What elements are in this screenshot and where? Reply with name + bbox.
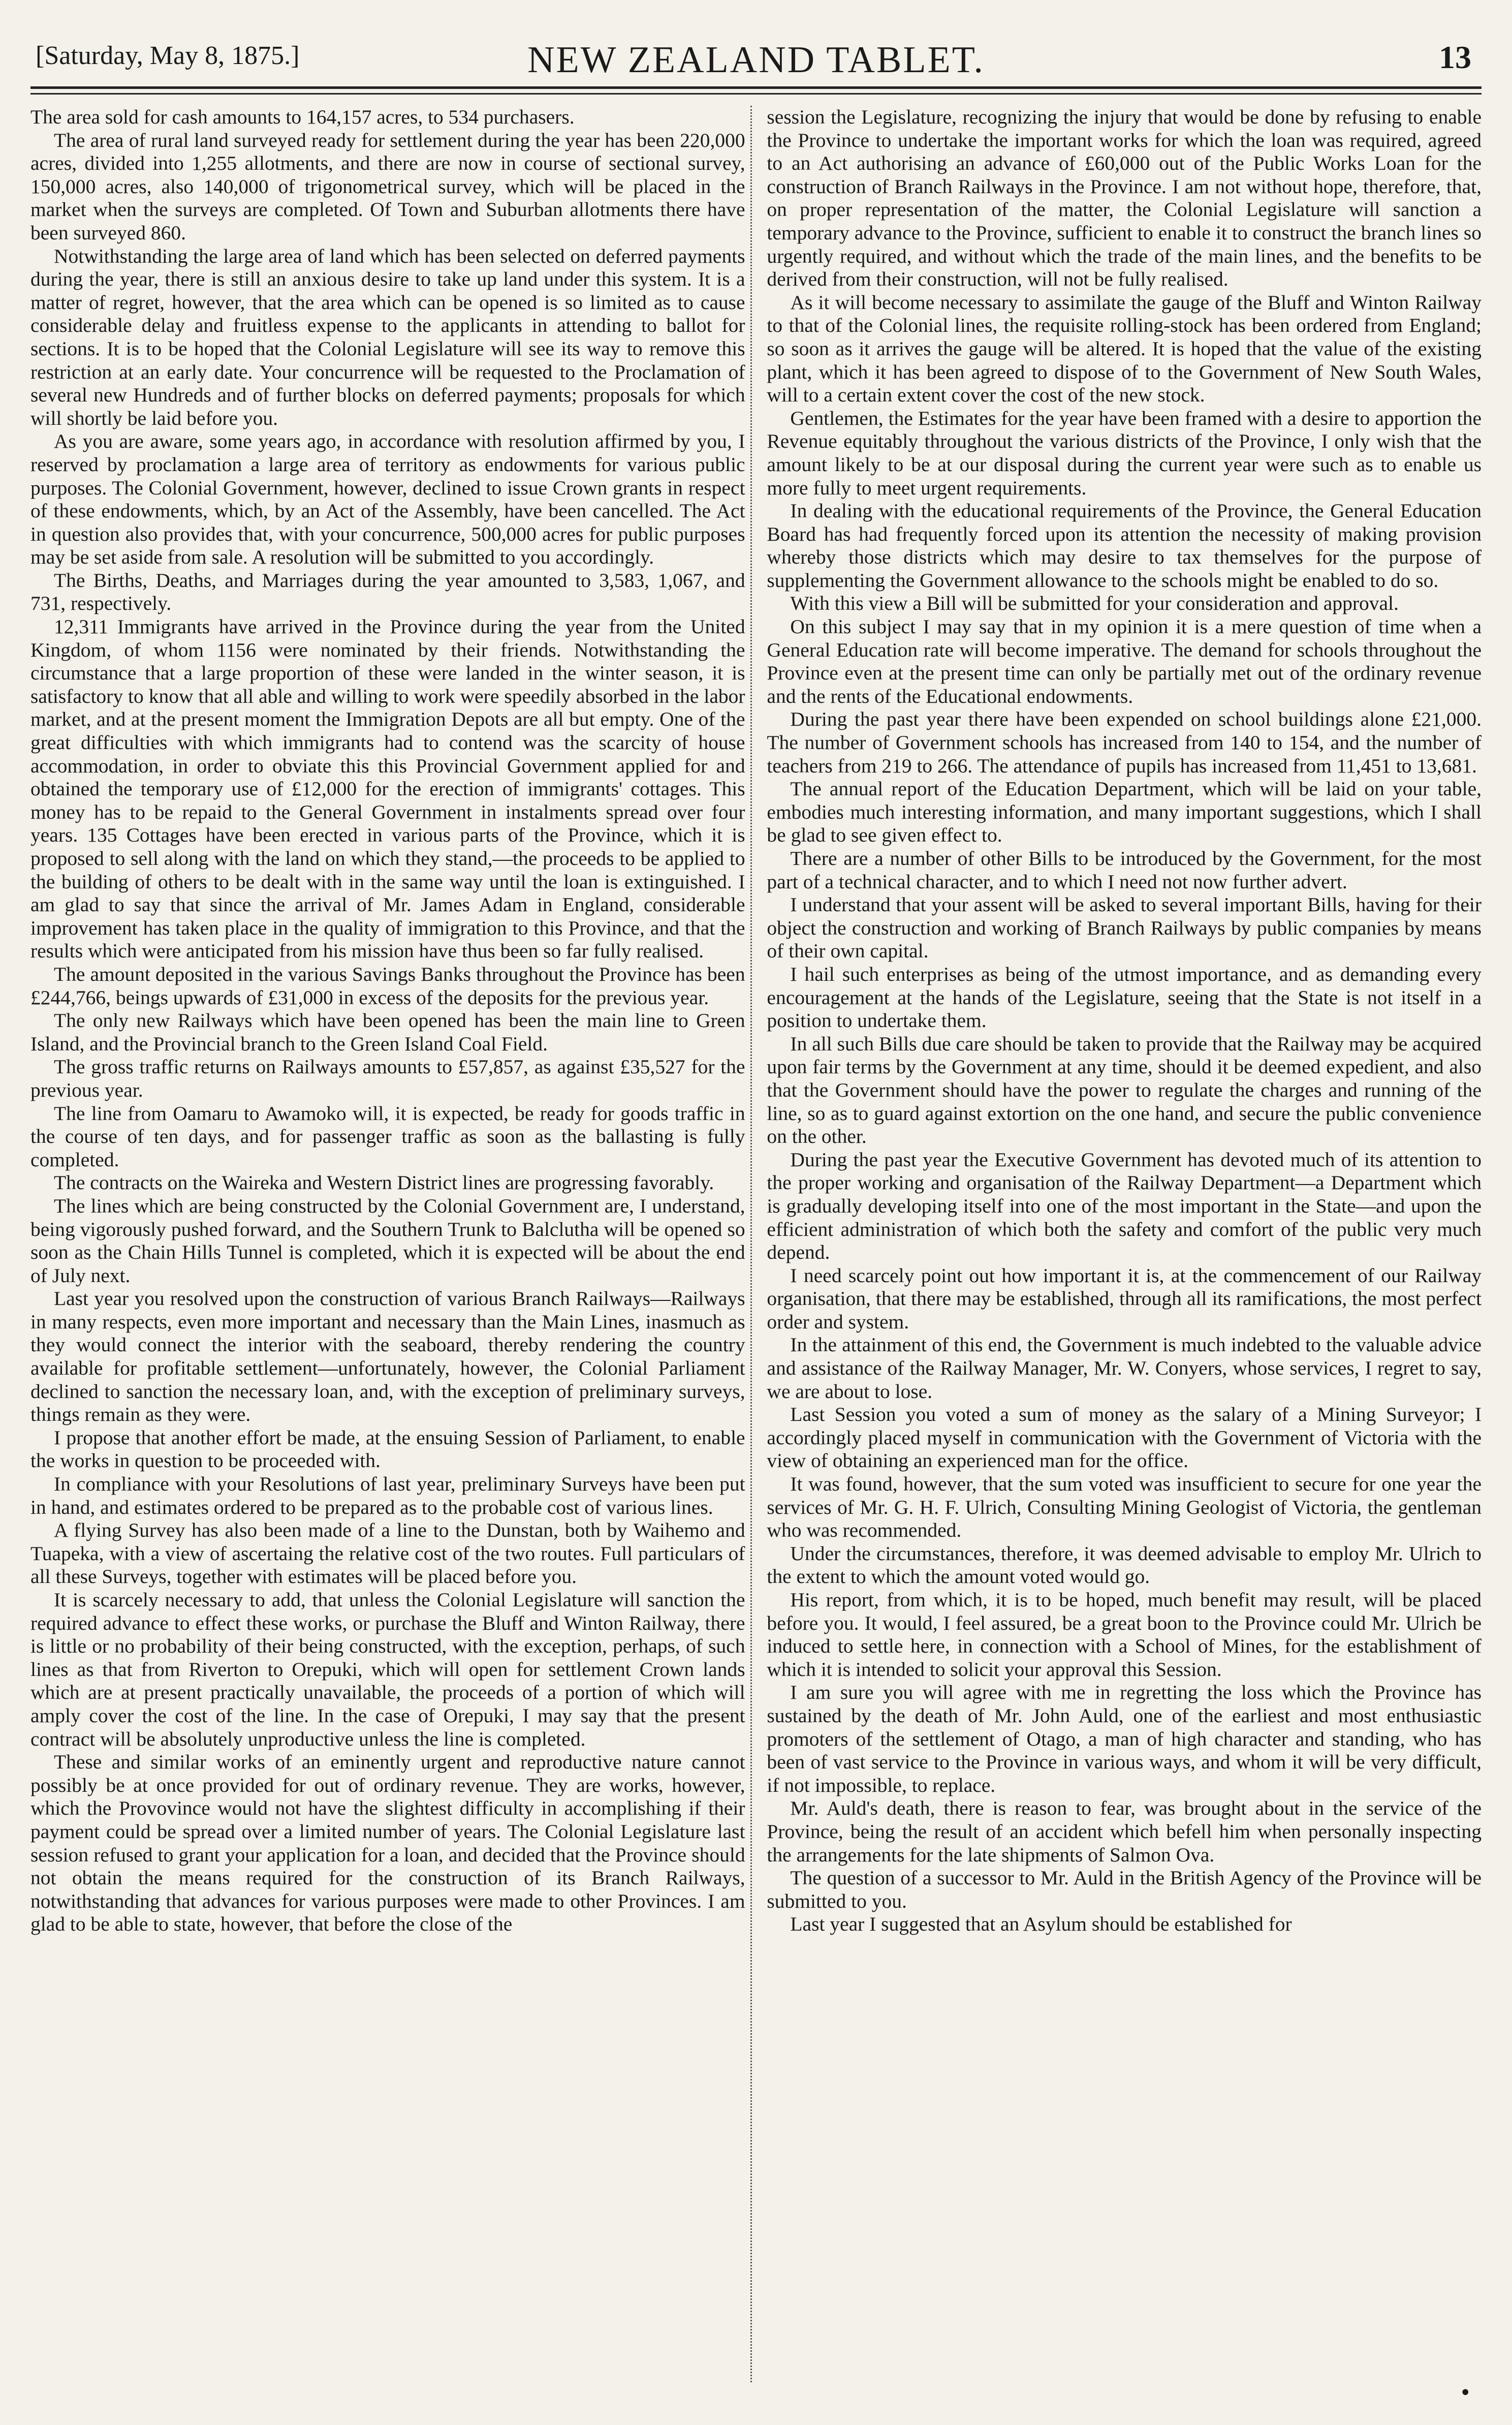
paragraph: These and similar works of an eminently urgent and reproductive nature cannot possibly be at once provided for out of ordinary revenue. They are works, however, which the Provovince would not have the slightest difficulty in accomplishing if their payment could be spread over a limited number of years. The Colonial Legislature last session refused to grant your application for a loan, and decided that the Province should not obtain the means required for the construction of its Branch Railways, notwithstanding that advances for various purposes were made to other Provinces. I am glad to be able to state, however, that before the close of the	[30, 1751, 745, 1936]
right-column	[767, 106, 1482, 2382]
paragraph: In the attainment of this end, the Government is much indebted to the valuable advice and assistance of the Railway Manager, Mr. W. Conyers, whose services, I regret to say, we are about to lose.	[767, 1333, 1482, 1403]
paragraph: session the Legislature, recognizing the injury that would be done by refusing to enable the Province to undertake the important works for which the loan was required, agreed to an Act authorising an advance of £60,000 out of the Public Works Loan for the construction of Branch Railways in the Province. I am not without hope, therefore, that, on proper representation of the matter, the Colonial Legislature will sanction a temporary advance to the Province, sufficient to enable it to construct the branch lines so urgently required, and without which the trade of the main lines, and the benefits to be derived from their construction, will not be fully realised.	[767, 106, 1482, 291]
paragraph: The lines which are being constructed by the Colonial Government are, I understand, being vigorously pushed forward, and the Southern Trunk to Balclutha will be opened so soon as the Chain Hills Tunnel is completed, which it is expected will be about the end of July next.	[30, 1194, 745, 1287]
newspaper-title: NEW ZEALAND TABLET.	[527, 39, 985, 81]
paragraph: The question of a successor to Mr. Auld in the British Agency of the Province will be submitted to you.	[767, 1867, 1482, 1912]
paragraph: I hail such enterprises as being of the utmost importance, and as demanding every encouragement at the hands of the Legislature, seeing that the State is not itself in a position to undertake them.	[767, 962, 1482, 1032]
paragraph: With this view a Bill will be submitted for your consideration and approval.	[790, 592, 1399, 615]
paragraph: The contracts on the Waireka and Western District lines are progressing favorably.	[54, 1171, 714, 1194]
header-rule	[30, 93, 1482, 95]
paragraph: As you are aware, some years ago, in accordance with resolution affirmed by you, I reserved by proclamation a large area of territory as endowments for various public purposes. The Colonial Government, however, declined to issue Crown grants in respect of these endowments, which, by an Act of the Assembly, have been cancelled. The Act in question also provides that, with your concurrence, 500,000 acres for public purposes may be set aside from sale. A resolution will be submitted to you accordingly.	[30, 430, 745, 569]
column-divider	[750, 106, 762, 2382]
paragraph: Mr. Auld's death, there is reason to fear, was brought about in the service of the Province, being the result of an accident which befell him when personally inspecting the arrangements for the late shipments of Salmon Ova.	[767, 1797, 1482, 1866]
paragraph: As it will become necessary to assimilate the gauge of the Bluff and Winton Railway to that of the Colonial lines, the requisite rolling-stock has been ordered from England; so soon as it arrives the gauge will be altered. It is hoped that the value of the existing plant, which it has been agreed to dispose of to the Government of New South Wales, will to a certain extent cover the cost of the new stock.	[767, 291, 1482, 407]
paragraph: I am sure you will agree with me in regretting the loss which the Province has sustained by the death of Mr. John Auld, one of the earliest and most enthusiastic promoters of the settlement of Otago, a man of high character and standing, who has been of vast service to the Province in various ways, and whom it will be very difficult, if not impossible, to replace.	[767, 1681, 1482, 1796]
paragraph: I propose that another effort be made, at the ensuing Session of Parliament, to enable the works in question to be proceeded with.	[30, 1426, 745, 1472]
paragraph: Under the circumstances, therefore, it was deemed advisable to employ Mr. Ulrich to the extent to which the amount voted would go.	[767, 1542, 1482, 1588]
paragraph: It is scarcely necessary to add, that unless the Colonial Legislature will sanction the required advance to effect these works, or purchase the Bluff and Winton Railway, there is little or no probability of their being constructed, with the exception, perhaps, of such lines as that from Riverton to Orepuki, which will open for settlement Crown lands which are at present practically unavailable, the proceeds of a portion of which will amply cover the cost of the line. In the case of Orepuki, I may say that the present contract will be absolutely unproductive unless the line is completed.	[30, 1589, 745, 1750]
paragraph: During the past year there have been expended on school buildings alone £21,000. The number of Government schools has increased from 140 to 154, and the number of teachers from 219 to 266. The attendance of pupils has increased from 11,451 to 13,681.	[767, 708, 1482, 777]
paragraph: There are a number of other Bills to be introduced by the Government, for the most part of a technical character, and to which I need not now further advert.	[767, 847, 1482, 893]
paragraph: In compliance with your Resolutions of last year, preliminary Surveys have been put in hand, and estimates ordered to be prepared as to the probable cost of various lines.	[30, 1473, 745, 1518]
page-number: 13	[1439, 39, 1471, 75]
bullet-mark: •	[1459, 2381, 1471, 2405]
paragraph: The line from Oamaru to Awamoko will, it is expected, be ready for goods traffic in the course of ten days, and for passenger traffic as soon as the ballasting is fully completed.	[30, 1102, 745, 1171]
paragraph: Last year you resolved upon the construction of various Branch Railways—Railways in many respects, even more important and necessary than the Main Lines, inasmuch as they would connect the interior with the seaboard, thereby rendering the country available for profitable settlement—unfortunately, however, the Colonial Parliament declined to sanction the necessary loan, and, with the exception of preliminary surveys, things remain as they were.	[30, 1287, 745, 1426]
masthead	[30, 30, 1482, 89]
left-column	[30, 106, 745, 2382]
paragraph: In all such Bills due care should be taken to provide that the Railway may be acquired upon fair terms by the Government at any time, should it be deemed expedient, and also that the Government should have the power to regulate the charges and running of the line, so as to guard against extortion on the one hand, and secure the public convenience on the other.	[767, 1032, 1482, 1148]
paragraph: His report, from which, it is to be hoped, much benefit may result, will be placed before you. It would, I feel assured, be a great boon to the Province could Mr. Ulrich be induced to settle here, in connection with a School of Mines, for the establishment of which it is intended to solicit your approval this Session.	[767, 1589, 1482, 1681]
paragraph: I understand that your assent will be asked to several important Bills, having for their object the construction and working of Branch Railways by public companies by means of their own capital.	[767, 893, 1482, 962]
paragraph: Last Session you voted a sum of money as the salary of a Mining Surveyor; I accordingly placed myself in communication with the Government of Victoria with the view of obtaining an experienced man for the office.	[767, 1403, 1482, 1472]
paragraph: Last year I suggested that an Asylum should be established for	[790, 1913, 1292, 1936]
paragraph: 12,311 Immigrants have arrived in the Province during the year from the United Kingdom, of whom 1156 were nominated by their friends. Notwithstanding the circumstance that a large proportion of these were landed in the winter season, it is satisfactory to know that all able and willing to work were speedily absorbed in the labor market, and at the present moment the Immigration Depots are all but empty. One of the great difficulties with which immigrants had to contend was the scarcity of house accommodation, in order to obviate this this Provincial Government applied for and obtained the temporary use of £12,000 for the erection of immigrants' cottages. This money has to be repaid to the General Government in instalments spread over four years. 135 Cottages have been erected in various parts of the Province, which it is proposed to sell along with the land on which they stand,—the proceeds to be applied to the building of others to be dealt with in the same way until the loan is extinguished. I am glad to say that since the arrival of Mr. James Adam in England, considerable improvement has taken place in the quality of immigration to this Province, and that the results which were anticipated from his mission have thus been so far fully realised.	[30, 615, 745, 962]
paragraph: During the past year the Executive Government has devoted much of its attention to the proper working and organisation of the Railway Department—a Department which is gradually developing itself into one of the most important in the State—and upon the efficient administration of which both the safety and comfort of the public very much depend.	[767, 1148, 1482, 1264]
paragraph: A flying Survey has also been made of a line to the Dunstan, both by Waihemo and Tuapeka, with a view of ascertaing the relative cost of the two routes. Full particulars of all these Surveys, together with estimates will be placed before you.	[30, 1519, 745, 1588]
text-columns	[30, 106, 1482, 2382]
paragraph: Gentlemen, the Estimates for the year have been framed with a desire to apportion the Revenue equitably throughout the various districts of the Province, I only wish that the amount likely to be at our disposal during the current year were such as to enable us more fully to meet urgent requirements.	[767, 407, 1482, 499]
paragraph: The amount deposited in the various Savings Banks throughout the Province has been £244,766, beings upwards of £31,000 in excess of the deposits for the previous year.	[30, 962, 745, 1009]
paragraph: The area sold for cash amounts to 164,157 acres, to 534 purchasers.	[30, 106, 575, 128]
paragraph: The only new Railways which have been opened has been the main line to Green Island, and the Provincial branch to the Green Island Coal Field.	[30, 1009, 745, 1055]
paragraph: The Births, Deaths, and Marriages during the year amounted to 3,583, 1,067, and 731, respectively.	[30, 569, 745, 615]
paragraph: I need scarcely point out how important it is, at the commencement of our Railway organisation, that there may be established, through all its ramifications, the most perfect order and system.	[767, 1264, 1482, 1333]
paragraph: In dealing with the educational requirements of the Province, the General Education Board has had frequently forced upon its attention the necessity of making provision whereby those districts which may desire to tax themselves for the purpose of supplementing the Government allowance to the schools might be enabled to do so.	[767, 500, 1482, 592]
paragraph: Notwithstanding the large area of land which has been selected on deferred payments during the year, there is still an anxious desire to take up land under this system. It is a matter of regret, however, that the area which can be opened is so limited as to cause considerable delay and fruitless expense to the applicants in attending to ballot for sections. It is to be hoped that the Colonial Legislature will see its way to remove this restriction at an early date. Your concurrence will be requested to the Proclamation of several new Hundreds and of further blocks on deferred payments; proposals for which will shortly be laid before you.	[30, 244, 745, 429]
paragraph: On this subject I may say that in my opinion it is a mere question of time when a General Education rate will become imperative. The demand for schools throughout the Province even at the present time can only be partially met out of the ordinary revenue and the rents of the Educational endowments.	[767, 615, 1482, 707]
paragraph: The gross traffic returns on Railways amounts to £57,857, as against £35,527 for the previous year.	[30, 1055, 745, 1101]
paragraph: The annual report of the Education Department, which will be laid on your table, embodies much interesting information, and many important suggestions, which I shall be glad to see given effect to.	[767, 778, 1482, 847]
paragraph: The area of rural land surveyed ready for settlement during the year has been 220,000 acres, divided into 1,255 allotments, and there are now in course of sectional survey, 150,000 acres, also 140,000 of trigonometrical survey, which will be placed in the market when the surveys are completed. Of Town and Suburban allotments there have been surveyed 860.	[30, 129, 745, 244]
paragraph: It was found, however, that the sum voted was insufficient to secure for one year the services of Mr. G. H. F. Ulrich, Consulting Mining Geologist of Victoria, the gentleman who was recommended.	[767, 1473, 1482, 1542]
issue-date: [Saturday, May 8, 1875.]	[36, 41, 300, 70]
